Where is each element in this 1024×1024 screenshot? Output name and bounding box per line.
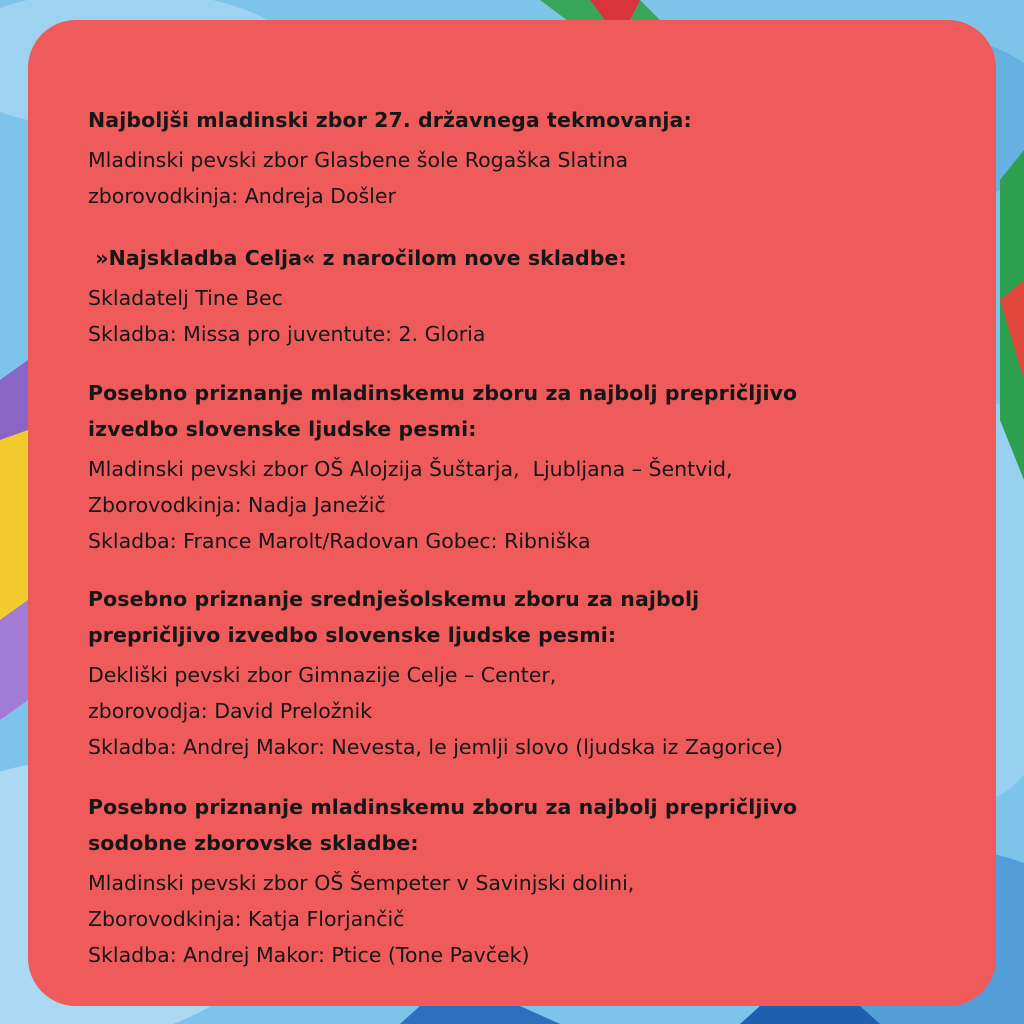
section-line: Skladba: Andrej Makor: Ptice (Tone Pavček)	[88, 943, 530, 967]
awards-card	[28, 20, 996, 1006]
section-line: Mladinski pevski zbor Glasbene šole Rogaška Slatina	[88, 148, 629, 172]
section-line: Skladba: France Marolt/Radovan Gobec: Ribniška	[88, 529, 591, 553]
section-line: Skladba: Missa pro juventute: 2. Gloria	[88, 322, 486, 346]
section-line: Mladinski pevski zbor OŠ Šempeter v Savinjski dolini,	[88, 871, 635, 895]
section-line: Zborovodkinja: Katja Florjančič	[88, 907, 405, 931]
section-line: Dekliški pevski zbor Gimnazije Celje – Center,	[88, 663, 557, 687]
section-line: Skladatelj Tine Bec	[88, 286, 283, 310]
section-heading: »Najskladba Celja« z naročilom nove skladbe:	[88, 246, 627, 270]
section-line: zborovodkinja: Andreja Došler	[88, 184, 396, 208]
section-heading: izvedbo slovenske ljudske pesmi:	[88, 417, 477, 441]
award-section-najskladba-celja	[88, 240, 956, 352]
award-section-youth-folk-song	[88, 375, 956, 559]
section-heading: prepričljivo izvedbo slovenske ljudske pesmi:	[88, 623, 617, 647]
award-section-best-youth-choir	[88, 102, 956, 214]
section-line: Skladba: Andrej Makor: Nevesta, le jemlji slovo (ljudska iz Zagorice)	[88, 735, 784, 759]
section-heading: Posebno priznanje mladinskemu zboru za najbolj prepričljivo	[88, 795, 798, 819]
section-line: Mladinski pevski zbor OŠ Alojzija Šuštarja, Ljubljana – Šentvid,	[88, 457, 733, 481]
section-heading: Najboljši mladinski zbor 27. državnega tekmovanja:	[88, 108, 692, 132]
award-section-youth-contemporary	[88, 789, 956, 973]
section-heading: sodobne zborovske skladbe:	[88, 831, 419, 855]
section-heading: Posebno priznanje mladinskemu zboru za najbolj prepričljivo	[88, 381, 798, 405]
section-line: zborovodja: David Preložnik	[88, 699, 373, 723]
section-line: Zborovodkinja: Nadja Janežič	[88, 493, 386, 517]
award-section-highschool-folk-song	[88, 581, 956, 765]
section-heading: Posebno priznanje srednješolskemu zboru za najbolj	[88, 587, 700, 611]
